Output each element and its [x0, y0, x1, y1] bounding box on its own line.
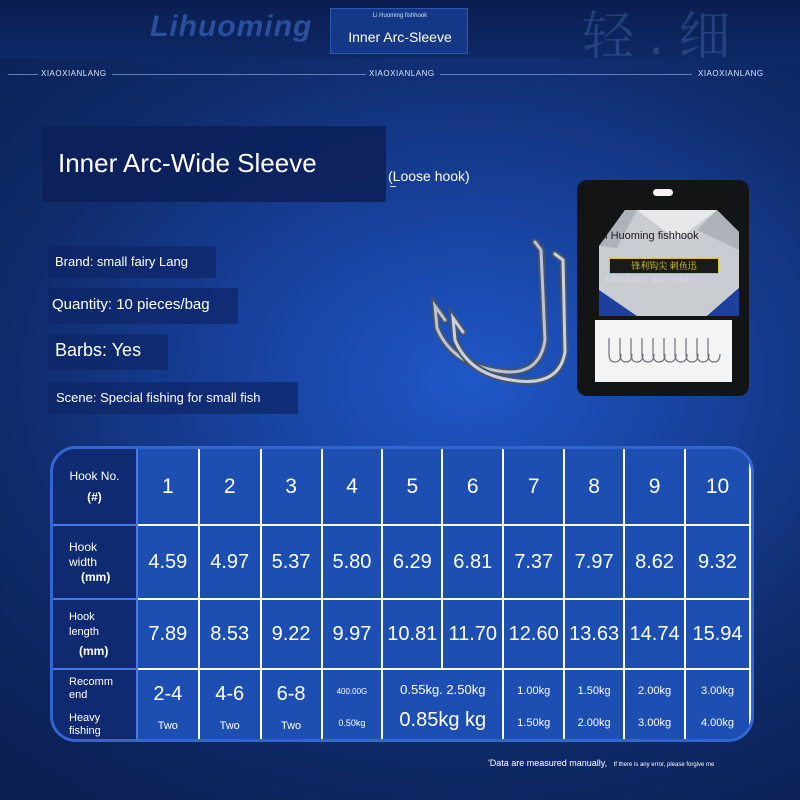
table-cell: 7.89 [137, 599, 199, 669]
rec-value-bottom: 1.50kg [517, 717, 551, 729]
divider-label-left: XIAOXIANLANG [41, 69, 107, 78]
rec-value-top: 1.50kg [577, 685, 611, 697]
table-cell: 9.97 [322, 599, 383, 669]
spec-table-frame [50, 446, 754, 742]
table-cell: 7.37 [503, 525, 564, 599]
rec-value-bottom: 4.00kg [701, 717, 735, 729]
row-header-label: Hook No. [69, 468, 120, 483]
table-cell: 6.29 [382, 525, 442, 599]
rec-value-top: 3.00kg [701, 685, 735, 697]
header-tab [330, 8, 468, 54]
rec-value-bottom: 0.50kg [338, 717, 366, 728]
rec-value-top: 2.00kg [638, 685, 672, 697]
row-header-label: Hook length [69, 610, 99, 638]
rec-value-top: 4-6 [215, 682, 245, 705]
spec-scene: Scene: Special fishing for small fish [48, 382, 298, 414]
table-cell: 4 [322, 449, 383, 525]
table-cell: 6.81 [442, 525, 503, 599]
package-subtitle: AUTOMATIC GILL FISH [605, 278, 690, 284]
rec-value-top: 6-8 [276, 682, 306, 705]
table-cell: 5.80 [322, 525, 383, 599]
footnote [488, 758, 714, 768]
table-cell [685, 669, 750, 742]
spec-brand: Brand: small fairy Lang [48, 246, 216, 278]
table-row [53, 449, 750, 525]
spec-quantity: Quantity: 10 pieces/bag [48, 288, 238, 324]
divider-label-center: XIAOXIANLANG [369, 69, 435, 78]
table-row [53, 525, 750, 599]
table-cell: 15.94 [685, 599, 750, 669]
row-header-unit: (mm) [79, 643, 109, 658]
row-header-label: Hook width [69, 539, 98, 569]
rec-value-bottom: Two [280, 719, 302, 732]
rec-value-bottom: 0.85kg kg [399, 709, 487, 731]
spec-barbs: Barbs: Yes [48, 334, 168, 370]
rec-value-top: 0.55kg. 2.50kg [400, 682, 486, 697]
table-cell: 8 [564, 449, 624, 525]
header-tab-title: Inner Arc-Sleeve [348, 29, 452, 45]
title-mark [390, 186, 396, 187]
rec-value-bottom: Two [219, 719, 240, 732]
table-cell: 8.53 [199, 599, 261, 669]
package-label: Li Huoming fishhook [599, 230, 699, 242]
package-slogan: 锋利钩尖 刺鱼迅 [609, 258, 719, 274]
table-cell [564, 669, 624, 742]
rec-value-top: 400.00G [336, 686, 368, 696]
rec-value-bottom: Two [157, 719, 178, 732]
spec-table [53, 449, 751, 742]
table-cell: 5 [382, 449, 442, 525]
divider-line [112, 74, 366, 75]
table-cell: 13.63 [564, 599, 624, 669]
table-cell: 6 [442, 449, 503, 525]
table-cell: 4.59 [137, 525, 199, 599]
rec-value-top: 1.00kg [517, 685, 551, 697]
table-cell: 3 [261, 449, 322, 525]
title-box [42, 126, 386, 202]
divider-line [440, 74, 692, 75]
fishhook-icon [415, 230, 580, 400]
table-cell: 12.60 [503, 599, 564, 669]
table-cell [322, 669, 383, 742]
table-cell: 2 [199, 449, 261, 525]
table-cell: 9 [624, 449, 685, 525]
rec-value-top: 2-4 [153, 682, 183, 705]
table-cell: 7.97 [564, 525, 624, 599]
row-header-label-2: Heavy fishing [69, 712, 101, 737]
table-cell [199, 669, 261, 742]
table-cell: 10.81 [382, 599, 442, 669]
footnote-main: 'Data are measured manually, [488, 758, 608, 768]
table-cell [137, 669, 199, 742]
table-cell: 7 [503, 449, 564, 525]
table-cell: 5.37 [261, 525, 322, 599]
row-header-label: Recomm end [69, 676, 114, 701]
decorative-characters: 轻.细 [582, 7, 745, 67]
divider-label-right: XIAOXIANLANG [698, 69, 764, 78]
table-cell: 1 [137, 449, 199, 525]
table-cell: 11.70 [442, 599, 503, 669]
header-tab-brand: Li Huoming fishhook [372, 13, 428, 19]
table-cell: 14.74 [624, 599, 685, 669]
hook-row-icon [595, 320, 732, 382]
row-header [53, 449, 137, 525]
table-cell-merged [382, 669, 503, 742]
product-title-suffix: (Loose hook) [388, 168, 470, 184]
table-cell: 4.97 [199, 525, 261, 599]
table-cell [261, 669, 322, 742]
rec-value-bottom: 2.00kg [577, 717, 611, 729]
rec-value-bottom: 3.00kg [638, 717, 672, 729]
row-header [53, 599, 137, 669]
row-header-unit: (mm) [81, 569, 111, 584]
table-cell: 9.22 [261, 599, 322, 669]
row-header [53, 525, 137, 599]
table-cell [624, 669, 685, 742]
table-cell: 9.32 [685, 525, 750, 599]
product-title: Inner Arc-Wide Sleeve [58, 148, 317, 178]
table-row [53, 599, 750, 669]
product-package [577, 180, 749, 396]
divider-line [8, 74, 38, 75]
table-cell: 8.62 [624, 525, 685, 599]
table-cell [503, 669, 564, 742]
table-cell: 10 [685, 449, 750, 525]
brand-wordmark: Lihuoming [150, 10, 313, 43]
table-row [53, 669, 750, 742]
row-header-unit: (#) [87, 489, 102, 504]
row-header [53, 669, 137, 742]
footnote-small: If there is any error, please forgive me [613, 762, 715, 768]
